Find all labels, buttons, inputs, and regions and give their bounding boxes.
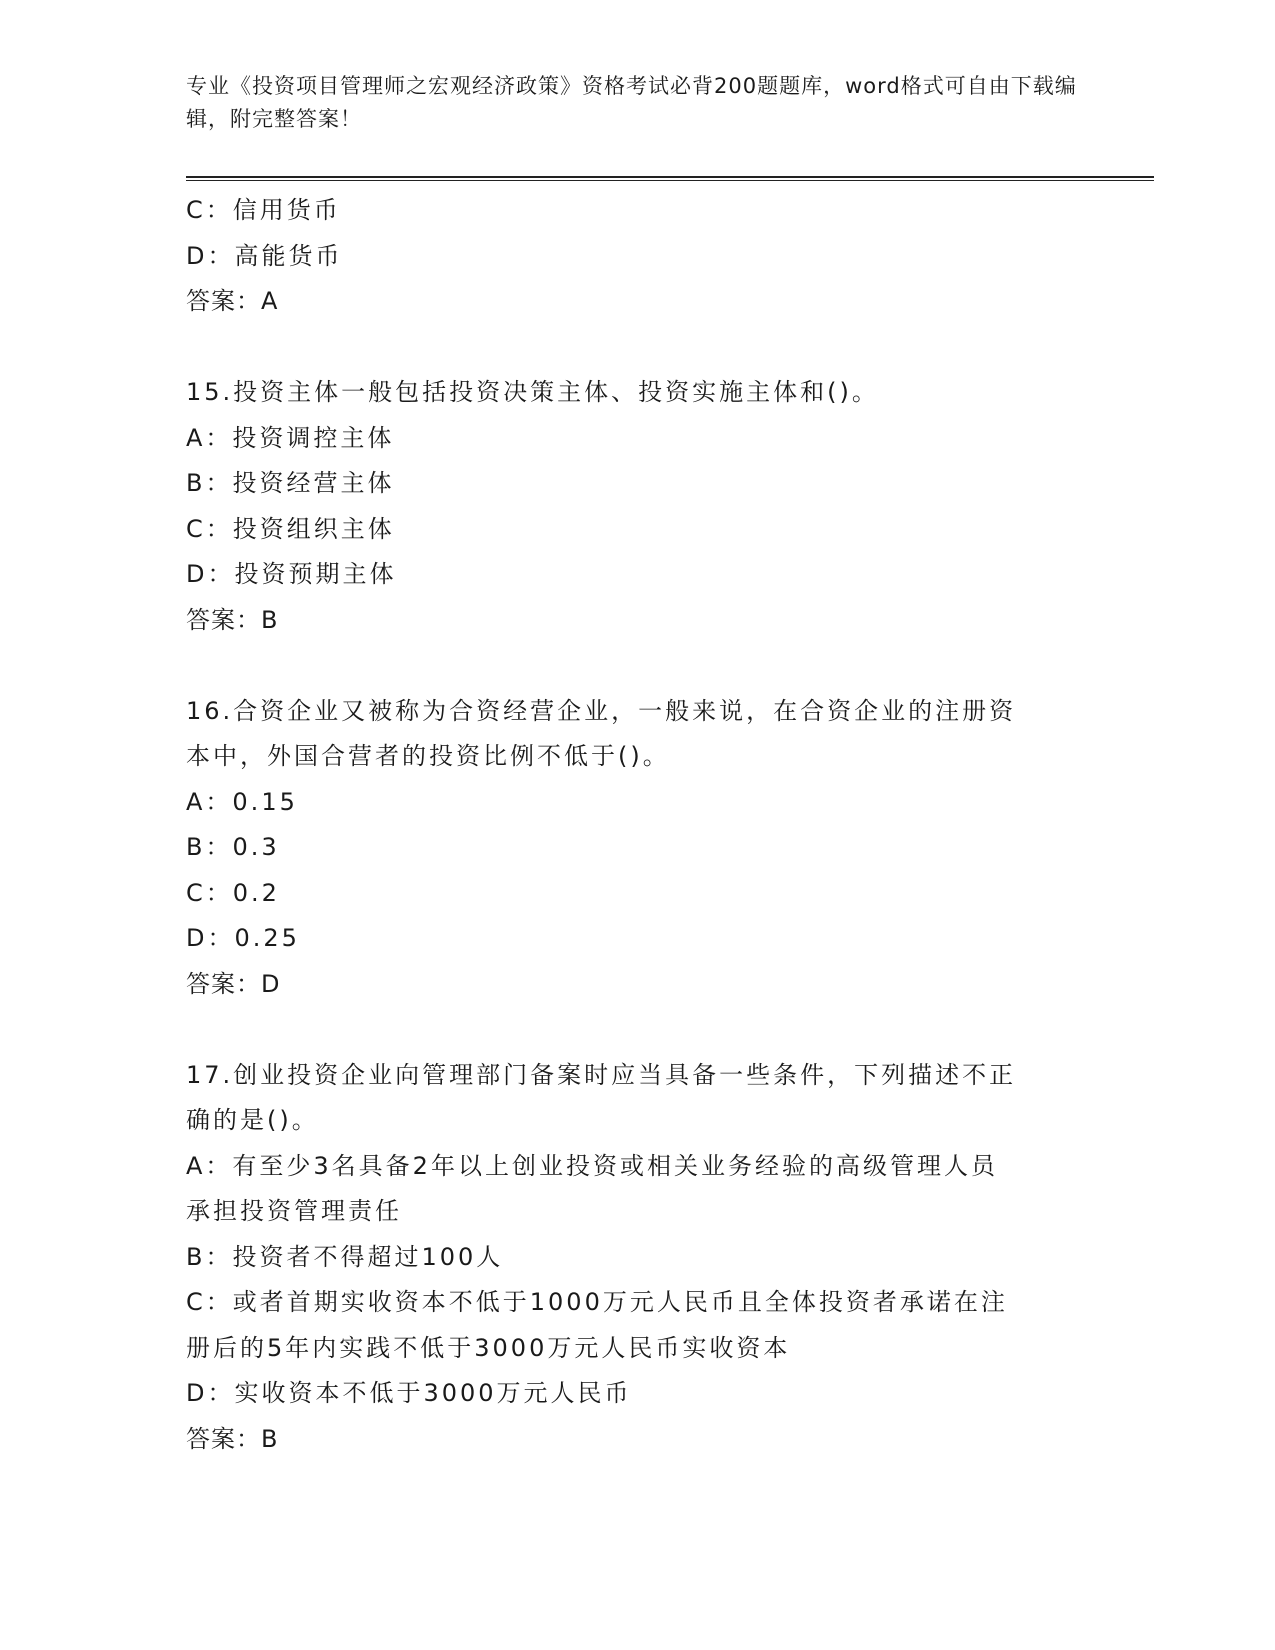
question-stem-line-2: 本中，外国合营者的投资比例不低于()。 xyxy=(186,742,670,770)
spacer xyxy=(186,643,1066,689)
question-list xyxy=(186,188,1066,1462)
question-stem-line-1: 16.合资企业又被称为合资经营企业，一般来说，在合资企业的注册资 xyxy=(186,696,1017,725)
option-a-line-1: A：有至少3名具备2年以上创业投资或相关业务经验的高级管理人员 xyxy=(186,1151,998,1180)
answer-line: 答案：D xyxy=(186,969,281,998)
option-d: D：实收资本不低于3000万元人民币 xyxy=(186,1379,632,1407)
option-a: A：0.15 xyxy=(186,787,298,816)
answer-line: 答案：A xyxy=(186,287,279,315)
question-stem-line-1: 17.创业投资企业向管理部门备案时应当具备一些条件，下列描述不正 xyxy=(186,1060,1017,1089)
question-stem: 15.投资主体一般包括投资决策主体、投资实施主体和()。 xyxy=(186,378,879,406)
answer-line: 答案：B xyxy=(186,605,279,634)
answer-line: 答案：B xyxy=(186,1424,279,1453)
question-17 xyxy=(186,1053,1066,1463)
option-c: C：信用货币 xyxy=(186,196,341,224)
question-stem-line-2: 确的是()。 xyxy=(186,1106,319,1134)
option-b: B：投资者不得超过100人 xyxy=(186,1242,504,1271)
option-d: D：高能货币 xyxy=(186,241,343,270)
option-d: D：0.25 xyxy=(186,924,300,952)
document-title: 专业《投资项目管理师之宏观经济政策》资格考试必背200题题库，word格式可自由下载编辑，附完整答案！ xyxy=(186,74,1077,131)
option-c: C：投资组织主体 xyxy=(186,514,395,543)
question-14-tail xyxy=(186,188,1066,325)
question-15 xyxy=(186,370,1066,643)
spacer xyxy=(186,1007,1066,1053)
question-16 xyxy=(186,689,1066,1008)
option-a: A：投资调控主体 xyxy=(186,423,395,452)
option-b: B：投资经营主体 xyxy=(186,469,395,497)
spacer xyxy=(186,325,1066,371)
header-divider xyxy=(186,176,1154,181)
option-c-line-1: C：或者首期实收资本不低于1000万元人民币且全体投资者承诺在注 xyxy=(186,1288,1008,1316)
option-d: D：投资预期主体 xyxy=(186,560,397,588)
option-c-line-2: 册后的5年内实践不低于3000万元人民币实收资本 xyxy=(186,1333,791,1362)
option-c: C：0.2 xyxy=(186,878,280,907)
option-b: B：0.3 xyxy=(186,833,280,861)
page-header xyxy=(186,70,1086,136)
option-a-line-2: 承担投资管理责任 xyxy=(186,1197,402,1225)
